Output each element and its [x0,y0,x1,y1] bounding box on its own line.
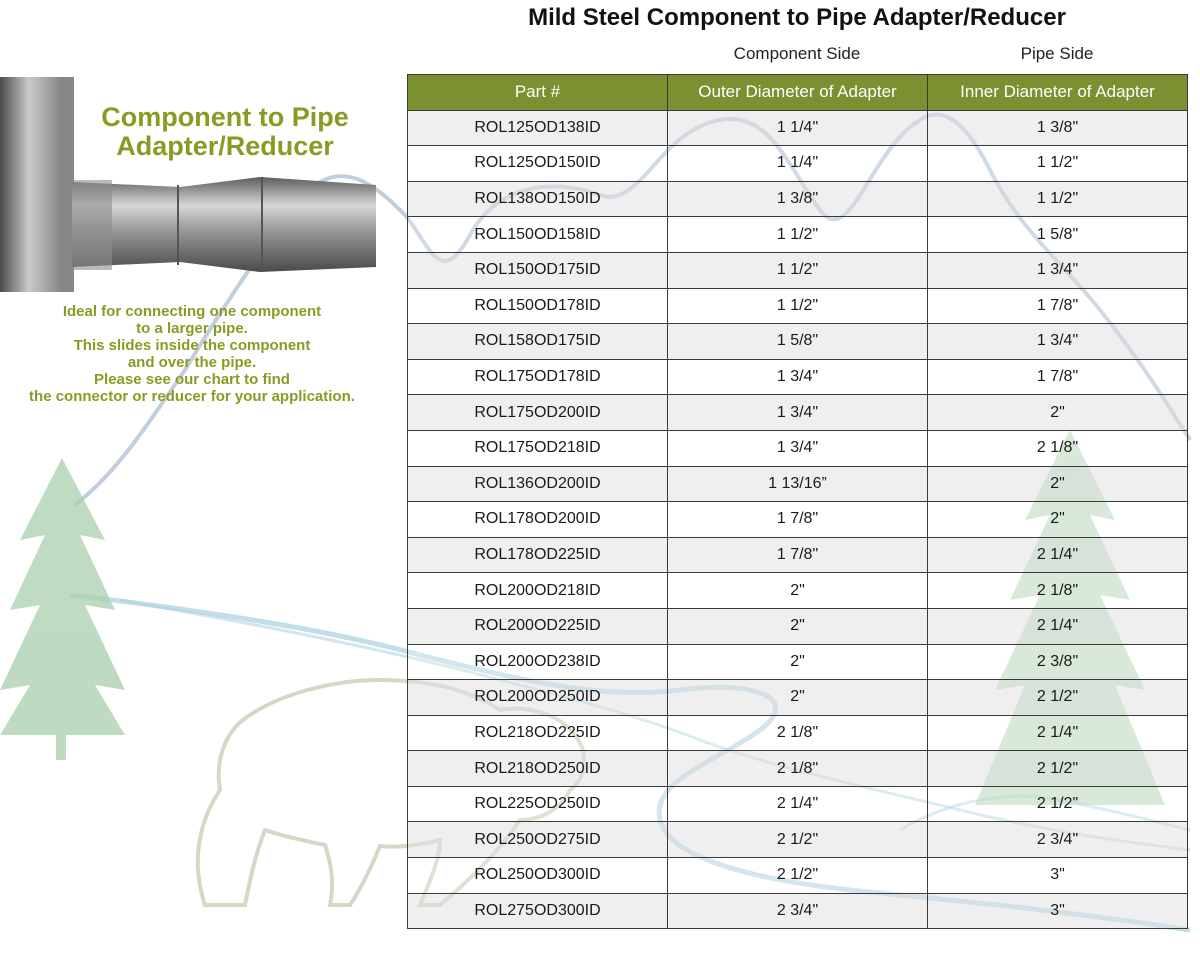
inner-diameter-cell: 2 1/2" [928,786,1188,822]
part-number-cell: ROL150OD158ID [408,217,668,253]
outer-diameter-cell: 2 3/4" [668,893,928,929]
outer-diameter-cell: 1 7/8" [668,502,928,538]
outer-diameter-cell: 1 5/8" [668,324,928,360]
promo-description: Ideal for connecting one component to a larger pipe. This slides inside the component and over the pipe. Please see our chart to find the connector or reducer for your application. [29,303,355,405]
table-body [408,110,1188,929]
inner-diameter-cell: 1 1/2" [928,181,1188,217]
outer-diameter-cell: 2 1/8" [668,715,928,751]
header-inner-diameter: Inner Diameter of Adapter [928,75,1188,111]
table-row [408,858,1188,894]
pipe-side-label: Pipe Side [1020,44,1094,63]
outer-diameter-cell: 2 1/2" [668,858,928,894]
outer-diameter-cell: 2" [668,573,928,609]
tree-left [0,458,125,760]
table-row [408,181,1188,217]
table-row [408,288,1188,324]
table-row [408,786,1188,822]
inner-diameter-cell: 2 1/2" [928,751,1188,787]
part-number-cell: ROL200OD225ID [408,608,668,644]
table-row [408,146,1188,182]
part-number-cell: ROL225OD250ID [408,786,668,822]
table-row [408,430,1188,466]
table-row [408,359,1188,395]
inner-diameter-cell: 1 3/4" [928,324,1188,360]
adapter-spec-table [407,74,1188,929]
table-row [408,217,1188,253]
outer-diameter-cell: 2 1/4" [668,786,928,822]
outer-diameter-cell: 1 13/16” [668,466,928,502]
part-number-cell: ROL250OD300ID [408,858,668,894]
table-row [408,466,1188,502]
part-number-cell: ROL158OD175ID [408,324,668,360]
outer-diameter-cell: 1 3/4" [668,359,928,395]
document-title: Mild Steel Component to Pipe Adapter/Reducer [528,4,1066,31]
inner-diameter-cell: 2 1/8" [928,573,1188,609]
inner-diameter-cell: 2" [928,502,1188,538]
part-number-cell: ROL200OD250ID [408,680,668,716]
header-outer-diameter: Outer Diameter of Adapter [668,75,928,111]
outer-diameter-cell: 2 1/2" [668,822,928,858]
outer-diameter-cell: 1 3/4" [668,395,928,431]
outer-diameter-cell: 1 1/2" [668,217,928,253]
promo-title-line2: Adapter/Reducer [116,131,334,161]
outer-diameter-cell: 1 1/4" [668,146,928,182]
table-row [408,715,1188,751]
part-number-cell: ROL136OD200ID [408,466,668,502]
inner-diameter-cell: 2 1/4" [928,608,1188,644]
table-row [408,751,1188,787]
inner-diameter-cell: 1 7/8" [928,288,1188,324]
outer-diameter-cell: 1 3/8" [668,181,928,217]
inner-diameter-cell: 1 1/2" [928,146,1188,182]
table-row [408,893,1188,929]
outer-diameter-cell: 1 1/2" [668,288,928,324]
part-number-cell: ROL125OD150ID [408,146,668,182]
part-number-cell: ROL178OD200ID [408,502,668,538]
promo-title [60,103,390,161]
table-row [408,822,1188,858]
inner-diameter-cell: 2 3/8" [928,644,1188,680]
outer-diameter-cell: 1 3/4" [668,430,928,466]
table-row [408,608,1188,644]
outer-diameter-cell: 1 7/8" [668,537,928,573]
table-row [408,573,1188,609]
part-number-cell: ROL175OD178ID [408,359,668,395]
part-number-cell: ROL218OD250ID [408,751,668,787]
outer-diameter-cell: 1 1/2" [668,252,928,288]
part-number-cell: ROL175OD218ID [408,430,668,466]
part-number-cell: ROL150OD178ID [408,288,668,324]
part-number-cell: ROL200OD238ID [408,644,668,680]
header-part-number: Part # [408,75,668,111]
part-number-cell: ROL175OD200ID [408,395,668,431]
inner-diameter-cell: 1 5/8" [928,217,1188,253]
promo-title-line1: Component to Pipe [101,102,349,132]
table-row [408,110,1188,146]
inner-diameter-cell: 3" [928,893,1188,929]
inner-diameter-cell: 1 3/4" [928,252,1188,288]
inner-diameter-cell: 2" [928,395,1188,431]
inner-diameter-cell: 2 3/4" [928,822,1188,858]
outer-diameter-cell: 1 1/4" [668,110,928,146]
part-number-cell: ROL200OD218ID [408,573,668,609]
inner-diameter-cell: 1 7/8" [928,359,1188,395]
table-row [408,537,1188,573]
table-row [408,324,1188,360]
table-row [408,644,1188,680]
part-number-cell: ROL218OD225ID [408,715,668,751]
inner-diameter-cell: 2 1/4" [928,715,1188,751]
inner-diameter-cell: 2 1/8" [928,430,1188,466]
component-side-label: Component Side [733,44,861,63]
part-number-cell: ROL125OD138ID [408,110,668,146]
outer-diameter-cell: 2" [668,608,928,644]
outer-diameter-cell: 2" [668,644,928,680]
inner-diameter-cell: 2 1/2" [928,680,1188,716]
part-number-cell: ROL138OD150ID [408,181,668,217]
part-number-cell: ROL275OD300ID [408,893,668,929]
inner-diameter-cell: 3" [928,858,1188,894]
inner-diameter-cell: 2 1/4" [928,537,1188,573]
table-row [408,252,1188,288]
part-number-cell: ROL250OD275ID [408,822,668,858]
table-header-row [408,75,1188,111]
table-row [408,680,1188,716]
outer-diameter-cell: 2" [668,680,928,716]
part-number-cell: ROL150OD175ID [408,252,668,288]
outer-diameter-cell: 2 1/8" [668,751,928,787]
part-number-cell: ROL178OD225ID [408,537,668,573]
table-row [408,502,1188,538]
inner-diameter-cell: 2" [928,466,1188,502]
inner-diameter-cell: 1 3/8" [928,110,1188,146]
table-row [408,395,1188,431]
